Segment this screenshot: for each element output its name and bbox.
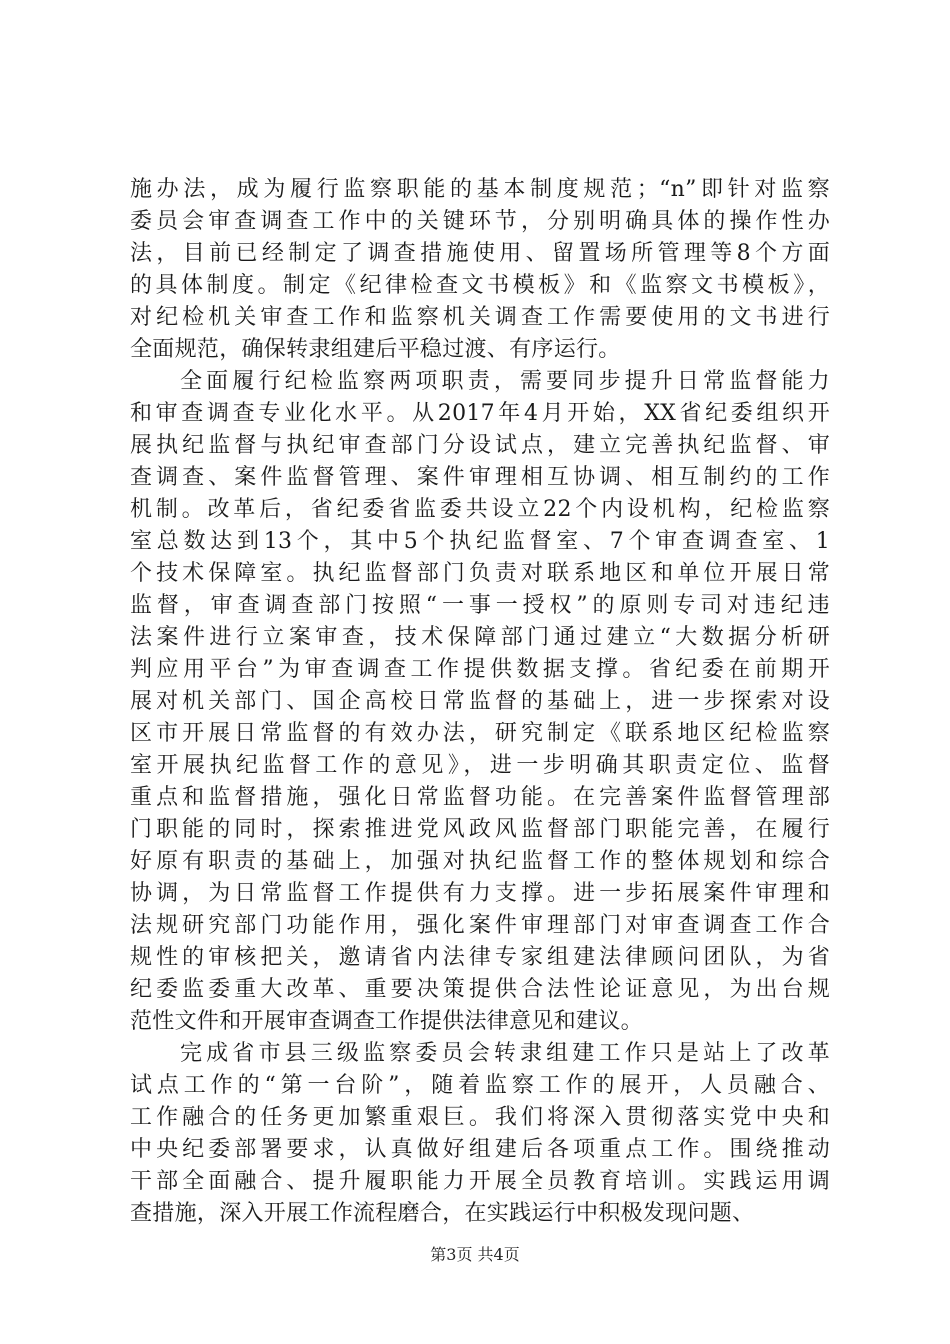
paragraph [130, 366, 830, 1038]
text-line: 范性文件和开展审查调查工作提供法律意见和建议。 [130, 1009, 643, 1034]
text-line: 干部全面融合、提升履职能力开展全员教育培训。实践运用调 [130, 1169, 830, 1194]
text-line: 区市开展日常监督的有效办法，研究制定《联系地区纪检监察 [130, 721, 830, 746]
text-line: 全面履行纪检监察两项职责，需要同步提升日常监督能力 [180, 369, 830, 394]
text-line: 室开展执纪监督工作的意见》，进一步明确其职责定位、监督 [130, 753, 830, 778]
paragraph [130, 174, 830, 366]
text-line: 纪委监委重大改革、重要决策提供合法性论证意见，为出台规 [130, 977, 830, 1002]
text-line: 机制。改革后，省纪委省监委共设立22个内设机构，纪检监察 [130, 497, 830, 522]
text-line: 法，目前已经制定了调查措施使用、留置场所管理等8个方面 [130, 241, 830, 266]
text-line: 法案件进行立案审查，技术保障部门通过建立“大数据分析研 [130, 625, 830, 650]
text-line: 法规研究部门功能作用，强化案件审理部门对审查调查工作合 [130, 913, 830, 938]
text-line: 对纪检机关审查工作和监察机关调查工作需要使用的文书进行 [130, 305, 830, 330]
page-footer: 第3页 共4页 [430, 1245, 520, 1264]
text-line: 全面规范，确保转隶组建后平稳过渡、有序运行。 [130, 337, 621, 362]
text-line: 的具体制度。制定《纪律检查文书模板》和《监察文书模板》， [130, 273, 830, 298]
text-line: 中央纪委部署要求，认真做好组建后各项重点工作。围绕推动 [130, 1137, 830, 1162]
text-line: 监督，审查调查部门按照“一事一授权”的原则专司对违纪违 [130, 593, 830, 618]
text-line: 判应用平台”为审查调查工作提供数据支撑。省纪委在前期开 [130, 657, 830, 682]
text-line: 委员会审查调查工作中的关键环节，分别明确具体的操作性办 [130, 209, 830, 234]
text-line: 查调查、案件监督管理、案件审理相互协调、相互制约的工作 [130, 465, 830, 490]
text-line: 规性的审核把关，邀请省内法律专家组建法律顾问团队，为省 [130, 945, 830, 970]
text-line: 个技术保障室。执纪监督部门负责对联系地区和单位开展日常 [130, 561, 830, 586]
body-text [130, 174, 830, 1230]
text-line: 协调，为日常监督工作提供有力支撑。进一步拓展案件审理和 [130, 881, 830, 906]
text-line: 展执纪监督与执纪审查部门分设试点，建立完善执纪监督、审 [130, 433, 830, 458]
text-line: 展对机关部门、国企高校日常监督的基础上，进一步探索对设 [130, 689, 830, 714]
text-line: 工作融合的任务更加繁重艰巨。我们将深入贯彻落实党中央和 [130, 1105, 830, 1130]
text-line: 和审查调查专业化水平。从2017年4月开始，XX省纪委组织开 [130, 401, 830, 426]
paragraph [130, 1038, 830, 1230]
text-line: 室总数达到13个，其中5个执纪监督室、7个审查调查室、1 [130, 529, 830, 554]
text-line: 门职能的同时，探索推进党风政风监督部门职能完善，在履行 [130, 817, 830, 842]
text-line: 施办法，成为履行监察职能的基本制度规范；“n”即针对监察 [130, 177, 830, 202]
text-line: 完成省市县三级监察委员会转隶组建工作只是站上了改革 [180, 1041, 830, 1066]
text-line: 试点工作的“第一台阶”，随着监察工作的展开，人员融合、 [130, 1073, 830, 1098]
text-line: 好原有职责的基础上，加强对执纪监督工作的整体规划和综合 [130, 849, 830, 874]
text-line: 重点和监督措施，强化日常监督功能。在完善案件监督管理部 [130, 785, 830, 810]
text-line: 查措施，深入开展工作流程磨合，在实践运行中积极发现问题、 [130, 1201, 755, 1226]
